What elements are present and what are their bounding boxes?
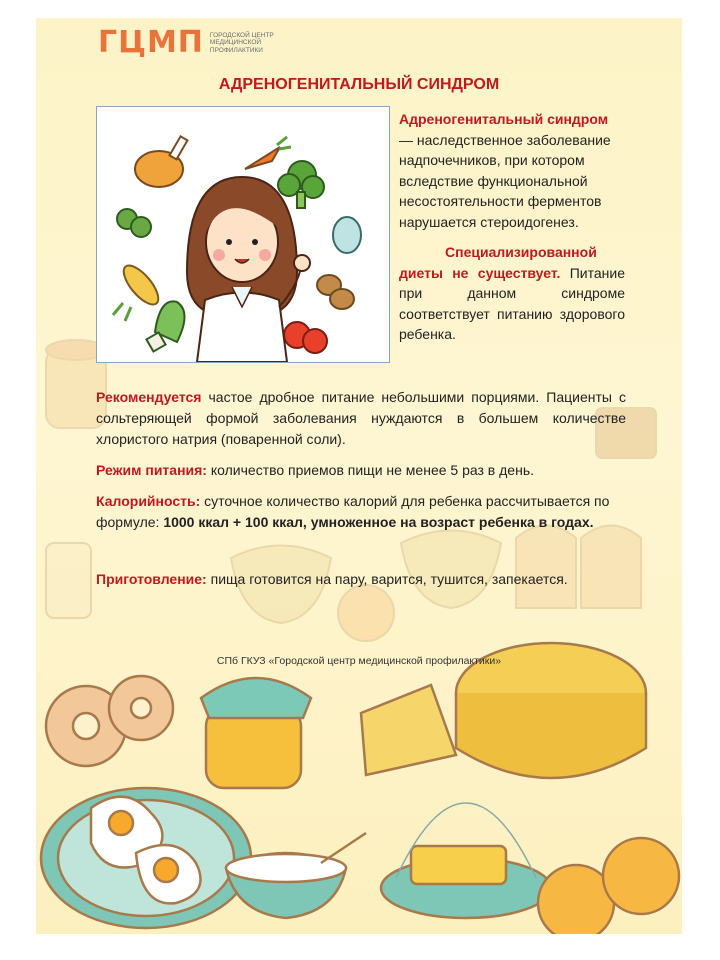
- cooking-text: пища готовится на пару, варится, тушится, запекается.: [206, 571, 568, 587]
- diet-text: Питание при данном синдроме соответствует питанию здорового ребенка.: [399, 264, 625, 342]
- potato-icon: [317, 275, 354, 309]
- cooking-label: Приготовление:: [96, 571, 207, 587]
- poster: [36, 18, 682, 934]
- meal-regime-text: количество приемов пищи не менее 5 раз в день.: [206, 462, 535, 478]
- tomato-icon: [284, 322, 327, 353]
- doctor-illustration: [96, 106, 390, 363]
- chicken-icon: [135, 136, 187, 187]
- diet-paragraph: [399, 242, 625, 345]
- corn-icon: [113, 260, 164, 321]
- syndrome-term: Адреногенитальный синдром: [399, 111, 609, 127]
- calories-section: [96, 491, 626, 533]
- cabbage-icon: [146, 301, 184, 351]
- recommendation-label: Рекомендуется: [96, 389, 202, 405]
- logo-mark: ГЦМП: [98, 25, 204, 60]
- syndrome-definition: — наследственное заболевание надпочечников, при котором вследствие функциональной несостоятельности ферментов нарушается стероидогенез.: [399, 131, 611, 230]
- carrot-icon: [245, 137, 291, 169]
- recommendation-text: частое дробное питание небольшими порциями. Пациенты с сольтеряющей формой заболевания нуждаются в большем количестве хлористого натрия (поваренной соли).: [96, 389, 626, 447]
- footer-organization: СПб ГКУЗ «Городской центр медицинской профилактики»: [216, 655, 502, 667]
- calories-formula: 1000 ккал + 100 ккал, умноженное на возраст ребенка в годах.: [163, 514, 594, 530]
- logo-subtitle: ГОРОДСКОЙ ЦЕНТР МЕДИЦИНСКОЙ ПРОФИЛАКТИКИ: [209, 31, 274, 54]
- calories-label: Калорийность:: [96, 493, 201, 509]
- intro-block: [399, 109, 625, 345]
- page-title: АДРЕНОГЕНИТАЛЬНЫЙ СИНДРОМ: [218, 76, 500, 93]
- egg-icon: [333, 217, 361, 253]
- diet-highlight: Специализированной диеты не существует.: [399, 244, 597, 281]
- recommendation-section: [96, 387, 626, 450]
- cooking-section: [96, 569, 626, 590]
- intro-definition: [399, 109, 625, 232]
- calories-text: суточное количество калорий для ребенка рассчитывается по формуле:: [96, 493, 610, 530]
- meal-regime-label: Режим питания:: [96, 462, 207, 478]
- herb-icon: [117, 209, 151, 237]
- logo: [98, 25, 276, 60]
- broccoli-icon: [278, 161, 324, 208]
- meal-regime-section: [96, 460, 626, 481]
